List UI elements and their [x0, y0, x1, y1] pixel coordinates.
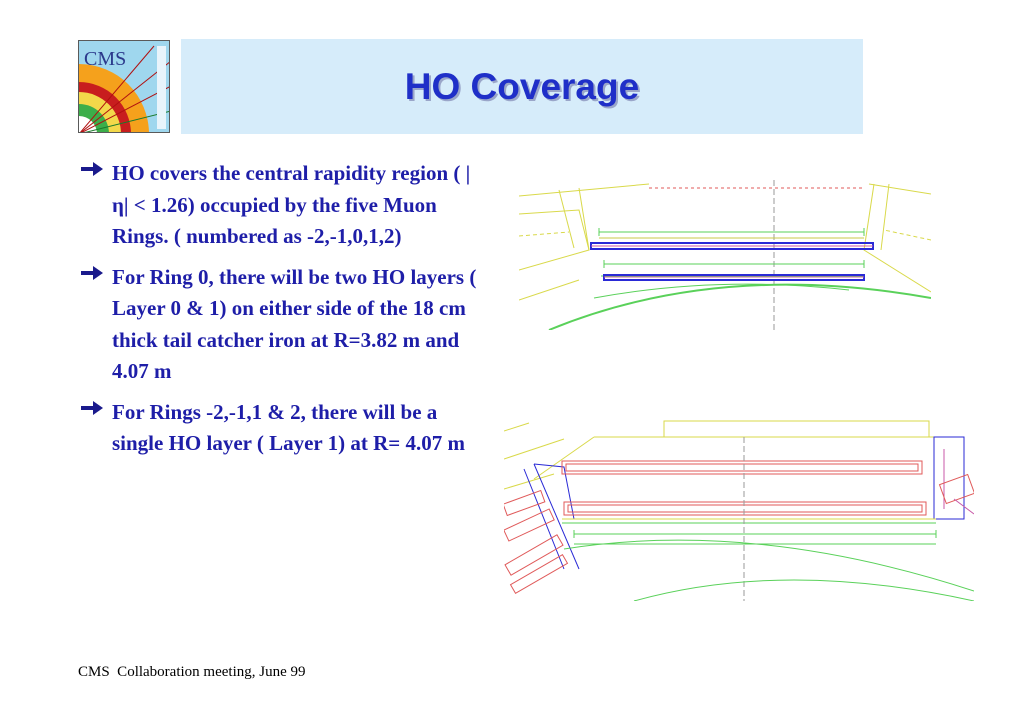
arrow-right-icon [80, 263, 104, 283]
bullet-item [80, 397, 480, 460]
cms-logo-graphic [79, 41, 170, 133]
slide-title: HO Coverage [404, 65, 640, 107]
bullet-list [80, 158, 480, 469]
bullet-text: HO covers the central rapidity region ( |η| < 1.26) occupied by the five Muon Rings. ( numbered as -2,-1,0,1,2) [112, 161, 471, 248]
bullet-item [80, 262, 480, 388]
bullet-text: For Rings -2,-1,1 & 2, there will be a single HO layer ( Layer 1) at R= 4.07 m [112, 399, 465, 455]
title-band [181, 39, 863, 134]
ring0-layout-drawing [519, 180, 931, 330]
cms-logo-text: CMS [84, 48, 127, 70]
bullet-text: For Ring 0, there will be two HO layers ( Layer 0 & 1) on either side of the 18 cm thick tail catcher iron at R=3.82 m and 4.07 m [112, 264, 477, 383]
cms-logo [78, 40, 170, 133]
ring-outer-layout-drawing [504, 419, 974, 601]
arrow-right-icon [80, 159, 104, 179]
bullet-item [80, 158, 480, 253]
arrow-right-icon [80, 398, 104, 418]
footer-text: CMS Collaboration meeting, June 99 [78, 664, 306, 680]
